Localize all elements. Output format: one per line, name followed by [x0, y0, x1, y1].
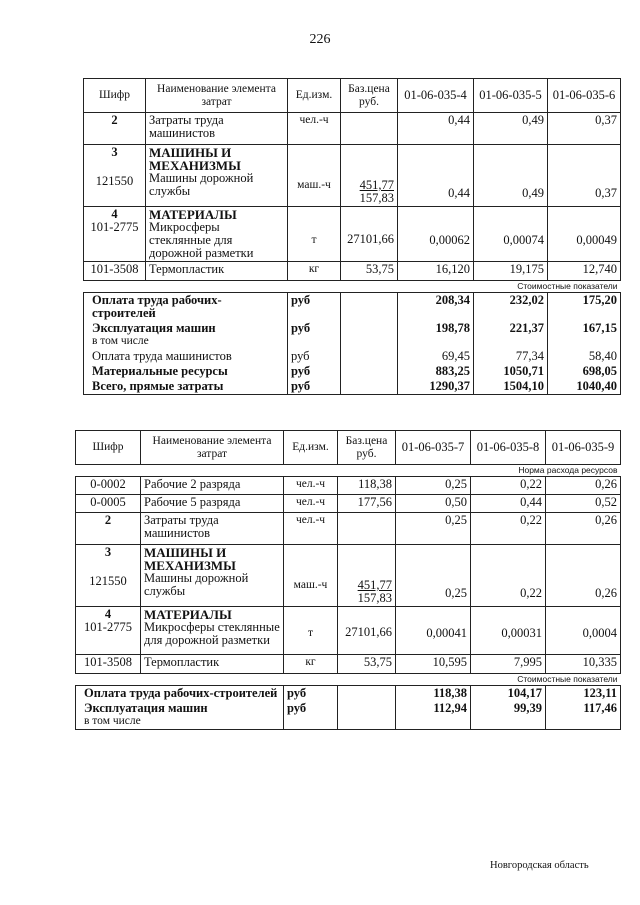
cost-sub: в том числе	[84, 715, 141, 727]
table-row	[76, 513, 621, 545]
name-cell	[141, 477, 284, 495]
name: Термопластик	[144, 655, 220, 669]
cost-name-cell	[76, 686, 284, 702]
table-row	[84, 207, 621, 262]
price-cell	[341, 113, 398, 145]
value-cell: 883,25	[398, 364, 474, 379]
value-cell: 167,15	[548, 321, 621, 349]
value-cell: 0,00041	[396, 607, 471, 655]
value-cell: 112,94	[396, 701, 471, 730]
unit-cell: т	[284, 607, 338, 655]
price-cell	[338, 701, 396, 730]
code-secondary: 101-2775	[90, 220, 139, 234]
cost-name-cell	[84, 349, 288, 364]
header-row	[76, 431, 621, 465]
value-cell: 58,40	[548, 349, 621, 364]
section-title: МАШИНЫ И МЕХАНИЗМЫ	[144, 545, 236, 573]
price: 27101,66	[345, 625, 392, 639]
value-cell: 118,38	[396, 686, 471, 702]
value-cell: 10,595	[396, 655, 471, 674]
price-cell	[338, 686, 396, 702]
value-cell: 0,22	[471, 477, 546, 495]
cost-row	[84, 364, 621, 379]
value-cell: 0,44	[471, 495, 546, 513]
value-cell: 0,00074	[474, 207, 548, 262]
price: 53,75	[365, 262, 394, 276]
code: 101-3508	[90, 262, 139, 276]
value-cell: 198,78	[398, 321, 474, 349]
code-cell	[76, 607, 141, 655]
value-cell: 0,25	[396, 545, 471, 607]
cost-label: Стоимостные показатели	[84, 281, 621, 293]
cost-row	[84, 349, 621, 364]
column-header: Ед.изм.	[284, 431, 338, 465]
value-cell: 0,22	[471, 513, 546, 545]
value-cell: 698,05	[548, 364, 621, 379]
name-cell	[141, 495, 284, 513]
value-cell: 0,44	[398, 145, 474, 207]
column-header: Наименование элемента затрат	[146, 79, 288, 113]
code-secondary: 101-2775	[84, 620, 132, 634]
value-cell: 1040,40	[548, 379, 621, 395]
value-cell: 10,335	[546, 655, 621, 674]
section-title: МАШИНЫ И МЕХАНИЗМЫ	[149, 145, 241, 173]
unit-cell: чел.-ч	[284, 513, 338, 545]
value-cell: 0,37	[548, 145, 621, 207]
cost-row	[84, 293, 621, 322]
value-cell: 0,37	[548, 113, 621, 145]
price-cell	[341, 321, 398, 349]
price-cell	[338, 655, 396, 674]
value-cell: 0,00062	[398, 207, 474, 262]
value-cell: 99,39	[471, 701, 546, 730]
value-cell: 123,11	[546, 686, 621, 702]
unit-cell: маш.-ч	[288, 145, 341, 207]
table-row	[76, 477, 621, 495]
value-cell: 232,02	[474, 293, 548, 322]
unit-cell: кг	[288, 262, 341, 281]
name: Машины дорожной службы	[144, 571, 249, 598]
value-cell: 19,175	[474, 262, 548, 281]
cost-name: Оплата труда рабочих-строителей	[92, 293, 222, 320]
column-header: 01-06-035-4	[398, 79, 474, 113]
header-row	[84, 79, 621, 113]
code: 4	[104, 607, 112, 621]
cost-name-cell	[76, 701, 284, 730]
cost-row	[84, 321, 621, 349]
value-cell: 104,17	[471, 686, 546, 702]
section-title: МАТЕРИАЛЫ	[144, 607, 232, 622]
value-cell: 0,25	[396, 477, 471, 495]
unit-cell: руб	[288, 379, 341, 395]
value-cell: 0,49	[474, 113, 548, 145]
section-label-row	[76, 465, 621, 477]
cost-row	[76, 686, 621, 702]
column-header: 01-06-035-9	[546, 431, 621, 465]
price: 118,38	[358, 477, 392, 491]
unit-cell: кг	[284, 655, 338, 674]
price-cell	[338, 545, 396, 607]
value-cell: 1504,10	[474, 379, 548, 395]
price: 177,56	[357, 495, 392, 509]
code: 2	[111, 113, 118, 127]
code-secondary: 121550	[95, 174, 134, 188]
price-cell	[341, 379, 398, 395]
resource-table-1	[83, 78, 621, 395]
value-cell: 77,34	[474, 349, 548, 364]
code-cell	[84, 207, 146, 262]
name-cell	[146, 207, 288, 262]
price-cell	[338, 607, 396, 655]
column-header: Баз.цена руб.	[341, 79, 398, 113]
name-cell	[141, 513, 284, 545]
cost-name: Оплата труда машинистов	[92, 349, 232, 363]
code-cell	[76, 513, 141, 545]
cost-label: Стоимостные показатели	[76, 674, 621, 686]
table-row	[84, 113, 621, 145]
value-cell: 1290,37	[398, 379, 474, 395]
section-title: МАТЕРИАЛЫ	[149, 207, 237, 222]
resource-table-2	[75, 430, 621, 730]
cost-row	[76, 701, 621, 730]
section-label-row	[76, 674, 621, 686]
price: 451,77	[359, 178, 394, 192]
code: 101-3508	[84, 655, 132, 669]
table-row	[76, 655, 621, 674]
code: 0-0002	[90, 477, 126, 491]
code: 4	[111, 207, 118, 221]
code: 2	[104, 513, 112, 527]
column-header: 01-06-035-6	[548, 79, 621, 113]
table-row	[76, 495, 621, 513]
code-cell	[84, 113, 146, 145]
name-cell	[141, 607, 284, 655]
unit-cell: руб	[284, 686, 338, 702]
name: Рабочие 2 разряда	[144, 477, 241, 491]
cost-name-cell	[84, 364, 288, 379]
name: Машины дорожной службы	[149, 171, 254, 198]
cost-name: Оплата труда рабочих-строителей	[84, 686, 278, 700]
value-cell: 69,45	[398, 349, 474, 364]
cost-name-cell	[84, 379, 288, 395]
value-cell: 0,22	[471, 545, 546, 607]
value-cell: 0,00031	[471, 607, 546, 655]
column-header: Шифр	[76, 431, 141, 465]
section-label-row	[84, 281, 621, 293]
price-cell	[341, 349, 398, 364]
price-cell	[341, 145, 398, 207]
name-cell	[146, 145, 288, 207]
value-cell: 117,46	[546, 701, 621, 730]
value-cell: 12,740	[548, 262, 621, 281]
price-cell	[341, 262, 398, 281]
table-row	[84, 262, 621, 281]
table-row	[76, 545, 621, 607]
value-cell: 0,26	[546, 513, 621, 545]
price-secondary: 157,83	[359, 191, 394, 205]
value-cell: 0,0004	[546, 607, 621, 655]
unit-cell: руб	[288, 321, 341, 349]
value-cell: 175,20	[548, 293, 621, 322]
page-number: 226	[309, 32, 331, 47]
name: Затраты труда машинистов	[144, 513, 219, 540]
name: Микросферы стеклянные для дорожной разметки	[149, 220, 254, 260]
code-cell	[84, 145, 146, 207]
unit-cell: чел.-ч	[284, 477, 338, 495]
value-cell: 221,37	[474, 321, 548, 349]
price-cell	[341, 293, 398, 322]
unit-cell: руб	[288, 293, 341, 322]
cost-name-cell	[84, 293, 288, 322]
unit-cell: т	[288, 207, 341, 262]
column-header: 01-06-035-5	[474, 79, 548, 113]
table-row	[76, 607, 621, 655]
price-cell	[341, 207, 398, 262]
code-cell	[76, 477, 141, 495]
value-cell: 0,25	[396, 513, 471, 545]
cost-name: Всего, прямые затраты	[92, 379, 224, 393]
code-secondary: 121550	[89, 574, 127, 588]
value-cell: 0,50	[396, 495, 471, 513]
code-cell	[84, 262, 146, 281]
code-cell	[76, 495, 141, 513]
price-cell	[338, 513, 396, 545]
name: Микросферы стеклянные для дорожной разметки	[144, 620, 280, 647]
price: 53,75	[363, 655, 392, 669]
unit-cell: руб	[288, 364, 341, 379]
cost-name: Эксплуатация машин	[92, 321, 216, 335]
name-cell	[141, 655, 284, 674]
price-cell	[338, 495, 396, 513]
value-cell: 1050,71	[474, 364, 548, 379]
unit-cell: маш.-ч	[284, 545, 338, 607]
region-footer: Новгородская область	[490, 860, 589, 871]
column-header: Шифр	[84, 79, 146, 113]
price-secondary: 157,83	[357, 591, 392, 605]
cost-row	[84, 379, 621, 395]
value-cell: 0,52	[546, 495, 621, 513]
name-cell	[146, 262, 288, 281]
unit-cell: руб	[288, 349, 341, 364]
column-header: Ед.изм.	[288, 79, 341, 113]
cost-name: Материальные ресурсы	[92, 364, 228, 378]
name: Рабочие 5 разряда	[144, 495, 241, 509]
code: 3	[104, 545, 112, 559]
value-cell: 7,995	[471, 655, 546, 674]
value-cell: 0,44	[398, 113, 474, 145]
norm-label: Норма расхода ресурсов	[76, 465, 621, 477]
code-cell	[76, 545, 141, 607]
column-header: 01-06-035-8	[471, 431, 546, 465]
code: 0-0005	[90, 495, 126, 509]
price-cell	[338, 477, 396, 495]
cost-sub: в том числе	[92, 335, 149, 347]
price-cell	[341, 364, 398, 379]
code: 3	[111, 145, 118, 159]
price: 27101,66	[347, 232, 394, 246]
unit-cell: чел.-ч	[284, 495, 338, 513]
value-cell: 16,120	[398, 262, 474, 281]
column-header: Баз.цена руб.	[338, 431, 396, 465]
cost-name: Эксплуатация машин	[84, 701, 208, 715]
price: 451,77	[357, 578, 392, 592]
column-header: Наименование элемента затрат	[141, 431, 284, 465]
value-cell: 0,49	[474, 145, 548, 207]
unit-cell: руб	[284, 701, 338, 730]
code-cell	[76, 655, 141, 674]
name: Термопластик	[149, 262, 225, 276]
table-row	[84, 145, 621, 207]
name-cell	[146, 113, 288, 145]
name: Затраты труда машинистов	[149, 113, 224, 140]
column-header: 01-06-035-7	[396, 431, 471, 465]
value-cell: 0,26	[546, 477, 621, 495]
value-cell: 0,00049	[548, 207, 621, 262]
name-cell	[141, 545, 284, 607]
value-cell: 0,26	[546, 545, 621, 607]
cost-name-cell	[84, 321, 288, 349]
unit-cell: чел.-ч	[288, 113, 341, 145]
value-cell: 208,34	[398, 293, 474, 322]
